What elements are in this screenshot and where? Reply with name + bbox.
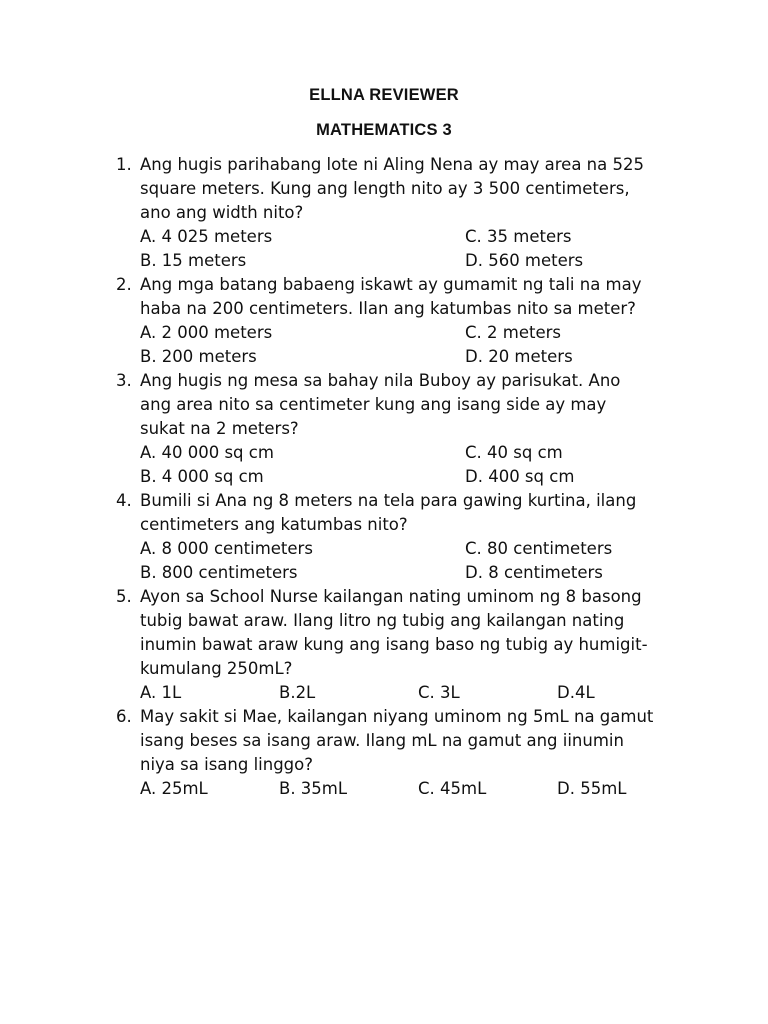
question-number: 2. <box>116 275 132 294</box>
choice-list <box>140 441 656 489</box>
question-5 <box>116 585 656 705</box>
question-3 <box>116 369 656 489</box>
question-list <box>116 153 656 801</box>
choice-c: C. 2 meters <box>465 323 561 342</box>
choice-d: D. 20 meters <box>465 347 573 366</box>
choice-list <box>140 777 656 801</box>
question-number: 3. <box>116 371 132 390</box>
choice-a: A. 2 000 meters <box>140 323 273 342</box>
question-text: May sakit si Mae, kailangan niyang uminom ng 5mL na gamut isang beses sa isang araw. Ilang mL na gamut ang iinumin niya sa isang linggo? <box>140 707 654 774</box>
choice-list <box>140 321 656 369</box>
question-text: Ang mga batang babaeng iskawt ay gumamit ng tali na may haba na 200 centimeters. Ilan ang katumbas nito sa meter? <box>140 275 642 318</box>
choice-list <box>140 681 656 705</box>
choice-a: A. 8 000 centimeters <box>140 539 313 558</box>
choice-c: C. 80 centimeters <box>465 539 613 558</box>
choice-d: D.4L <box>557 683 595 702</box>
choice-c: C. 35 meters <box>465 227 572 246</box>
question-number: 4. <box>116 491 132 510</box>
choice-d: D. 400 sq cm <box>465 467 575 486</box>
choice-c: C. 45mL <box>418 779 487 798</box>
question-4 <box>116 489 656 585</box>
question-2 <box>116 273 656 369</box>
choice-b: B.2L <box>279 683 316 702</box>
choice-b: B. 4 000 sq cm <box>140 467 264 486</box>
question-number: 6. <box>116 707 132 726</box>
choice-d: D. 8 centimeters <box>465 563 603 582</box>
question-1 <box>116 153 656 273</box>
choice-c: C. 40 sq cm <box>465 443 563 462</box>
page-subtitle: MATHEMATICS 3 <box>316 121 452 139</box>
question-text: Bumili si Ana ng 8 meters na tela para gawing kurtina, ilang centimeters ang katumbas nito? <box>140 491 637 534</box>
choice-b: B. 200 meters <box>140 347 257 366</box>
question-6 <box>116 705 656 801</box>
choice-d: D. 560 meters <box>465 251 584 270</box>
choice-list <box>140 225 656 273</box>
question-number: 1. <box>116 155 132 174</box>
choice-a: A. 40 000 sq cm <box>140 443 274 462</box>
choice-a: A. 4 025 meters <box>140 227 273 246</box>
question-text: Ang hugis parihabang lote ni Aling Nena ay may area na 525 square meters. Kung ang length nito ay 3 500 centimeters, ano ang width nito? <box>140 155 644 222</box>
choice-b: B. 15 meters <box>140 251 247 270</box>
question-text: Ang hugis ng mesa sa bahay nila Buboy ay parisukat. Ano ang area nito sa centimeter kung ang isang side ay may sukat na 2 meters? <box>140 371 621 438</box>
question-text: Ayon sa School Nurse kailangan nating uminom ng 8 basong tubig bawat araw. Ilang litro ng tubig ang kailangan nating inumin bawat araw kung ang isang baso ng tubig ay humigit-kumulang 250mL? <box>140 587 648 678</box>
choice-a: A. 1L <box>140 683 182 702</box>
choice-list <box>140 537 656 585</box>
page-title: ELLNA REVIEWER <box>309 86 459 104</box>
choice-d: D. 55mL <box>557 779 627 798</box>
choice-b: B. 800 centimeters <box>140 563 298 582</box>
question-number: 5. <box>116 587 132 606</box>
choice-b: B. 35mL <box>279 779 348 798</box>
choice-a: A. 25mL <box>140 779 208 798</box>
choice-c: C. 3L <box>418 683 460 702</box>
